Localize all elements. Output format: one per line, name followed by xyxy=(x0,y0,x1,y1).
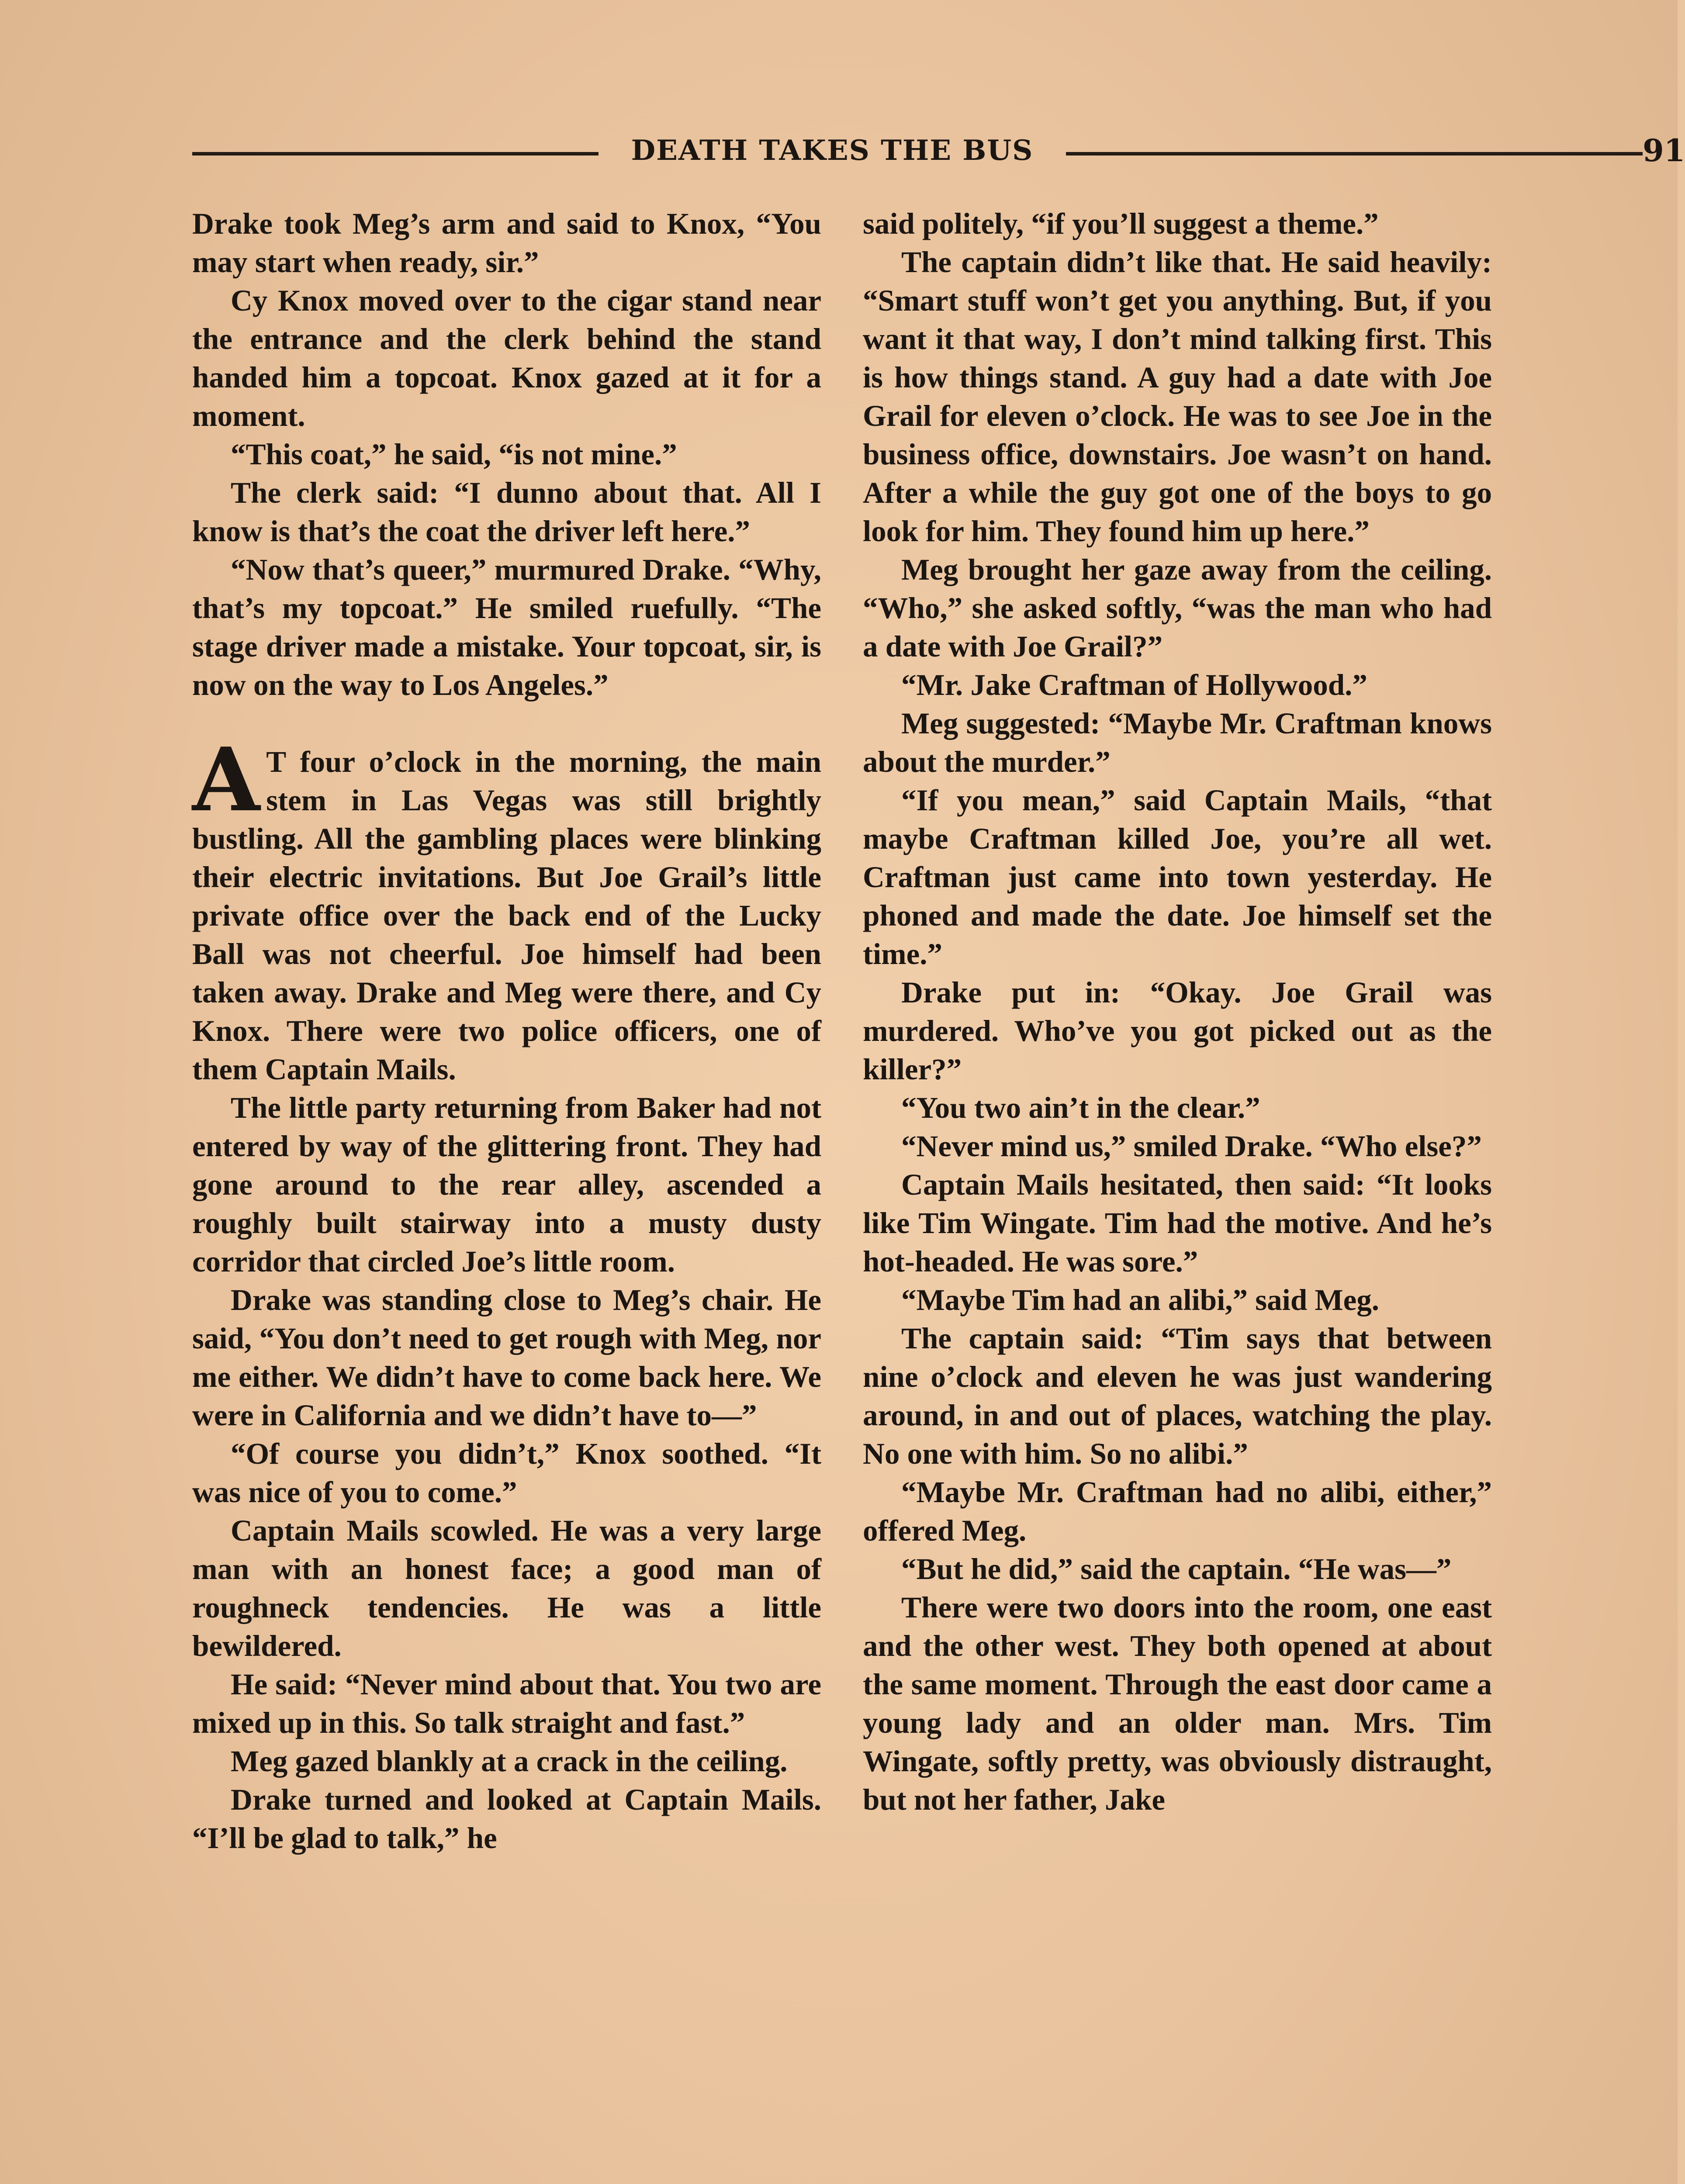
paragraph: “Maybe Mr. Craftman had no alibi, either,” offered Meg. xyxy=(863,1476,1492,1547)
paragraph: Drake was standing close to Meg’s chair. He said, “You don’t need to get rough with Meg, nor me either. We didn’t have to come back here. We were in California and we didn’t have to—” xyxy=(192,1283,821,1432)
paragraph: The captain said: “Tim says that between nine o’clock and eleven he was just wandering around, in and out of places, watching the play. No one with him. So no alibi.” xyxy=(863,1322,1492,1470)
paragraph: There were two doors into the room, one east and the other west. They both opened at about the same moment. Through the east door came a young lady and an older man. Mrs. Tim Wingate, softly pretty, was obviously distraught, but not her father, Jake xyxy=(863,1591,1492,1816)
paragraph: Cy Knox moved over to the cigar stand near the entrance and the clerk behind the stand handed him a topcoat. Knox gazed at it for a moment. xyxy=(192,284,821,432)
paragraph: “This coat,” he said, “is not mine.” xyxy=(231,438,677,471)
drop-cap: A xyxy=(192,729,260,831)
paragraph: “But he did,” said the captain. “He was—” xyxy=(901,1552,1452,1586)
paragraph: “If you mean,” said Captain Mails, “that maybe Craftman killed Joe, you’re all wet. Craftman just came into town yesterday. He phoned and made the date. Joe himself set the time.” xyxy=(863,784,1492,971)
left-column xyxy=(192,204,821,1857)
paragraph: Captain Mails hesitated, then said: “It looks like Tim Wingate. Tim had the motive. And he’s hot-headed. He was sore.” xyxy=(863,1168,1492,1278)
paragraph: The clerk said: “I dunno about that. All I know is that’s the coat the driver left here.” xyxy=(192,476,821,548)
header-rule-left xyxy=(192,152,599,156)
paragraph: The captain didn’t like that. He said heavily: “Smart stuff won’t get you anything. But, if you want it that way, I don’t mind talking first. This is how things stand. A guy had a date with Joe Grail for eleven o’clock. He was to see Joe in the business office, downstairs. Joe wasn’t on hand. After a while the guy got one of the boys to go look for him. They found him up here.” xyxy=(863,245,1492,548)
paragraph: The little party returning from Baker had not entered by way of the glittering front. They had gone around to the rear alley, ascended a roughly built stairway into a musty dusty corridor that circled Joe’s little room. xyxy=(192,1091,821,1278)
right-column xyxy=(863,204,1492,1819)
page-number: 91 xyxy=(1643,132,1685,169)
section-opening-paragraph xyxy=(192,729,821,1089)
header-rule-right xyxy=(1066,152,1643,156)
paragraph: Meg gazed blankly at a crack in the ceiling. xyxy=(231,1745,788,1778)
paragraph: “Of course you didn’t,” Knox soothed. “It was nice of you to come.” xyxy=(192,1437,821,1509)
paragraph: Meg suggested: “Maybe Mr. Craftman knows about the murder.” xyxy=(863,707,1492,778)
paragraph: “You two ain’t in the clear.” xyxy=(901,1091,1260,1124)
paragraph: “Mr. Jake Craftman of Hollywood.” xyxy=(901,668,1367,702)
continued-paragraph: said politely, “if you’ll suggest a theme.” xyxy=(863,207,1379,240)
paragraph: Drake put in: “Okay. Joe Grail was murdered. Who’ve you got picked out as the killer?” xyxy=(863,976,1492,1086)
paragraph: Meg brought her gaze away from the ceiling. “Who,” she asked softly, “was the man who had a date with Joe Grail?” xyxy=(863,553,1492,663)
paragraph: Captain Mails scowled. He was a very large man with an honest face; a good man of roughneck tendencies. He was a little bewildered. xyxy=(192,1514,821,1662)
paragraph: Drake took Meg’s arm and said to Knox, “You may start when ready, sir.” xyxy=(192,207,821,279)
paragraph: Drake turned and looked at Captain Mails. “I’ll be glad to talk,” he xyxy=(192,1783,821,1855)
story-title: DEATH TAKES THE BUS xyxy=(631,134,1034,167)
paragraph: “Maybe Tim had an alibi,” said Meg. xyxy=(901,1283,1379,1317)
paragraph: “Now that’s queer,” murmured Drake. “Why, that’s my topcoat.” He smiled ruefully. “The stage driver made a mistake. Your topcoat, sir, is now on the way to Los Angeles.” xyxy=(192,553,821,702)
paragraph: He said: “Never mind about that. You two are mixed up in this. So talk straight and fast.” xyxy=(192,1668,821,1739)
paragraph: “Never mind us,” smiled Drake. “Who else?” xyxy=(901,1130,1482,1163)
running-header xyxy=(192,127,1685,175)
section-opening-text: T four o’clock in the morning, the main stem in Las Vegas was still brightly bustling. All the gambling places were blinking their electric invitations. But Joe Grail’s little private office over the back end of the Lucky Ball was not cheerful. Joe himself had been taken away. Drake and Meg were there, and Cy Knox. There were two police officers, one of them Captain Mails. xyxy=(192,745,821,1086)
